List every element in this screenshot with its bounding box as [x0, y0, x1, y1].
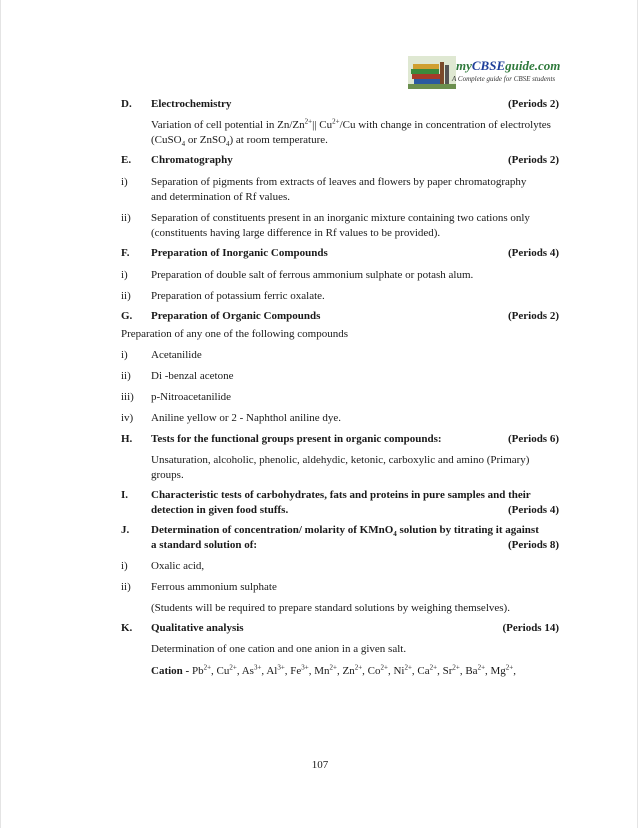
cation-ion: $Zn^{2+}$ [342, 663, 363, 677]
list-item-continuation: and determination of Rf values. [151, 191, 290, 203]
cation-ion: $Ca^{2+}$ [417, 663, 438, 677]
section-h-body-line2: groups. [151, 469, 184, 481]
logo-brand: myCBSEguide.com [456, 58, 561, 73]
section-h-body-line1: Unsaturation, alcoholic, phenolic, aldehydic, ketonic, carboxylic and amino (Primary) [151, 454, 530, 466]
cation-ion: $As^{3+}$ [241, 663, 262, 677]
cation-list: Cation - $Pb^{2+}$, $Cu^{2+}$, $As^{3+}$, $Al^{3+}$, $Fe^{3+}$, $Mn^{2+}$, $Zn^{2+}$, $Co^{2+}$, $Ni^{2+}$, $Ca^{2+}$, $Sr^{2+}$, $Ba^{2+}$, $Mg^{2+}$, [151, 663, 516, 677]
section-g-intro: Preparation of any one of the following compounds [121, 328, 348, 340]
cation-ion: $Cu^{2+}$ [216, 663, 237, 677]
list-item-continuation: (constituents having large difference in Rf values to be provided). [151, 227, 441, 239]
cation-ion: $Mn^{2+}$ [314, 663, 337, 677]
document-page: myCBSEguide.com A Complete guide for CBSE students D. Electrochemistry (Periods 2) Variation of cell potential in $Zn/Zn^{2+}||$ $Cu^{2+}/Cu$ with change in concentration of electrolytes (CuSO$_4$ or ZnSO$_4$) at room temperature. E. Chromatography (Periods 2) i) Separation of pigments from extracts of leaves and flowers by paper chromatography and determination of Rf values. ii) Separation of constituents present in an inorganic mixture containing two cations only (constituents having large difference in Rf values to be provided). F. Preparation of Inorganic Compounds (Periods 4) i) Preparation of double salt of ferrous ammonium sulphate or potash alum. ii) Preparation of potassium ferric oxalate. G. Preparation of Organic Compounds (Periods 2) Preparation of any one of the following compounds i) Acetanilide ii) Di -benzal acetone iii) p-Nitroacetanilide iv) Aniline yellow or 2 - Naphthol aniline dye. H. Tests for the functional groups present in organic compounds: (Periods 6) Unsaturation, alcoholic, phenolic, aldehydic, ketonic, carboxylic and amino (Primary) groups. I. Characteristic tests of carbohydrates, fats and proteins in pure samples and their detection in given food stuffs. (Periods 4) J. Determination of concentration/ molarity of KMnO$_4$ solution by titrating it against a standard solution of: (Periods 8) i) Oxalic acid, ii) Ferrous ammonium sulphate (Students will be required to prepare standard solutions by weighing themselves). K. Qualitative analysis (Periods 14) Determination of one cation and one anion in a given salt. Cation - $Pb^{2+}$, $Cu^{2+}$, $As^{3+}$, $Al^{3+}$, $Fe^{3+}$, $Mn^{2+}$, $Zn^{2+}$, $Co^{2+}$, $Ni^{2+}$, $Ca^{2+}$, $Sr^{2+}$, $Ba^{2+}$, $Mg^{2+}$, 107 [0, 0, 638, 828]
logo-tagline: A Complete guide for CBSE students [452, 75, 556, 83]
cation-ion: $Pb^{2+}$ [191, 663, 212, 677]
cation-ions: $Pb^{2+}$, $Cu^{2+}$, $As^{3+}$, $Al^{3+}$, $Fe^{3+}$, $Mn^{2+}$, $Zn^{2+}$, $Co^{2+}$, $Ni^{2+}$, $Ca^{2+}$, $Sr^{2+}$, $Ba^{2+}$, $Mg^{2+}$, [191, 663, 516, 677]
section-d-body-line1: Variation of cell potential in $Zn/Zn^{2+}||$ $Cu^{2+}/Cu$ with change in concentration of electrolytes [151, 117, 551, 131]
section-k-body: Determination of one cation and one anion in a given salt. [151, 643, 407, 655]
cation-ion: $Fe^{3+}$ [290, 663, 309, 677]
section-j-note: (Students will be required to prepare standard solutions by weighing themselves). [151, 602, 510, 614]
cation-ion: $Co^{2+}$ [367, 663, 388, 677]
cation-ion: $Ba^{2+}$ [465, 663, 486, 677]
cation-ion: $Sr^{2+}$ [442, 663, 460, 677]
cation-ion: $Al^{3+}$ [266, 663, 285, 677]
mycbseguide-logo [408, 56, 563, 89]
books-icon [408, 56, 456, 89]
page-number: 107 [311, 759, 329, 771]
cation-ion: $Mg^{2+}$ [490, 663, 514, 677]
section-d-body-line2: (CuSO$_4$ or ZnSO$_4$) at room temperature. [151, 134, 328, 149]
cation-ion: $Ni^{2+}$ [393, 663, 412, 677]
